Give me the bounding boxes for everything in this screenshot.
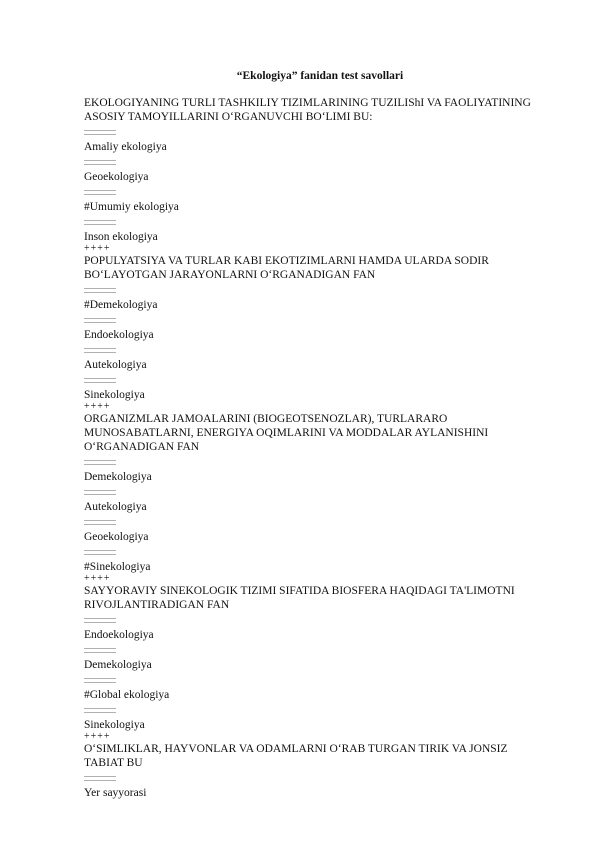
- option-separator: [84, 130, 116, 135]
- question-text: EKOLOGIYANING TURLI TASHKILIY TIZIMLARINING TUZILIShI VA FAOLIYATINING ASOSIY TAMOYILLARINI O‘RGANUVCHI BO‘LIMI BU:: [84, 97, 531, 123]
- option-separator: [84, 520, 116, 525]
- answer-option: #Global ekologiya: [84, 689, 170, 701]
- question-separator-plus: ++++: [84, 401, 111, 412]
- option-separator: [84, 160, 116, 165]
- question-separator-plus: ++++: [84, 731, 111, 742]
- option-separator: [84, 776, 116, 781]
- answer-option: Demekologiya: [84, 471, 152, 483]
- question-separator-plus: ++++: [84, 243, 111, 254]
- answer-option: Amaliy ekologiya: [84, 141, 167, 153]
- answer-option: #Umumiy ekologiya: [84, 201, 179, 213]
- answer-option: #Sinekologiya: [84, 561, 151, 573]
- question-text: POPULYATSIYA VA TURLAR KABI EKOTIZIMLARNI HAMDA ULARDA SODIR BO‘LAYOTGAN JARAYONLARNI O‘RGANADIGAN FAN: [84, 255, 489, 281]
- option-separator: [84, 378, 116, 383]
- option-separator: [84, 288, 116, 293]
- option-separator: [84, 348, 116, 353]
- option-separator: [84, 648, 116, 653]
- option-separator: [84, 190, 116, 195]
- answer-option: Demekologiya: [84, 659, 152, 671]
- option-separator: [84, 490, 116, 495]
- option-separator: [84, 220, 116, 225]
- question-text: ORGANIZMLAR JAMOALARINI (BIOGEOTSENOZLAR), TURLARARO MUNOSABATLARNI, ENERGIYA OQIMLARINI VA MODDALAR AYLANISHINI O‘RGANADIGAN FAN: [84, 413, 489, 453]
- option-separator: [84, 318, 116, 323]
- option-separator: [84, 460, 116, 465]
- answer-option: Yer sayyorasi: [84, 787, 147, 799]
- question-separator-plus: ++++: [84, 573, 111, 584]
- question-list: [84, 96, 536, 800]
- option-separator: [84, 678, 116, 683]
- answer-option: Autekologiya: [84, 359, 147, 371]
- answer-option: Inson ekologiya: [84, 231, 158, 243]
- answer-option: Sinekologiya: [84, 719, 145, 731]
- answer-option: Endoekologiya: [84, 629, 154, 641]
- question-text: O‘SIMLIKLAR, HAYVONLAR VA ODAMLARNI O‘RAB TURGAN TIRIK VA JONSIZ TABIAT BU: [84, 743, 508, 769]
- answer-option: #Demekologiya: [84, 299, 158, 311]
- answer-option: Endoekologiya: [84, 329, 154, 341]
- answer-option: Sinekologiya: [84, 389, 145, 401]
- question-text: SAYYORAVIY SINEKOLOGIK TIZIMI SIFATIDA BIOSFERA HAQIDAGI TA'LIMOTNI RIVOJLANTIRADIGAN FAN: [84, 585, 515, 611]
- answer-option: Autekologiya: [84, 501, 147, 513]
- option-separator: [84, 618, 116, 623]
- option-separator: [84, 708, 116, 713]
- document-title: “Ekologiya” fanidan test savollari: [236, 70, 404, 82]
- answer-option: Geoekologiya: [84, 531, 149, 543]
- option-separator: [84, 550, 116, 555]
- answer-option: Geoekologiya: [84, 171, 149, 183]
